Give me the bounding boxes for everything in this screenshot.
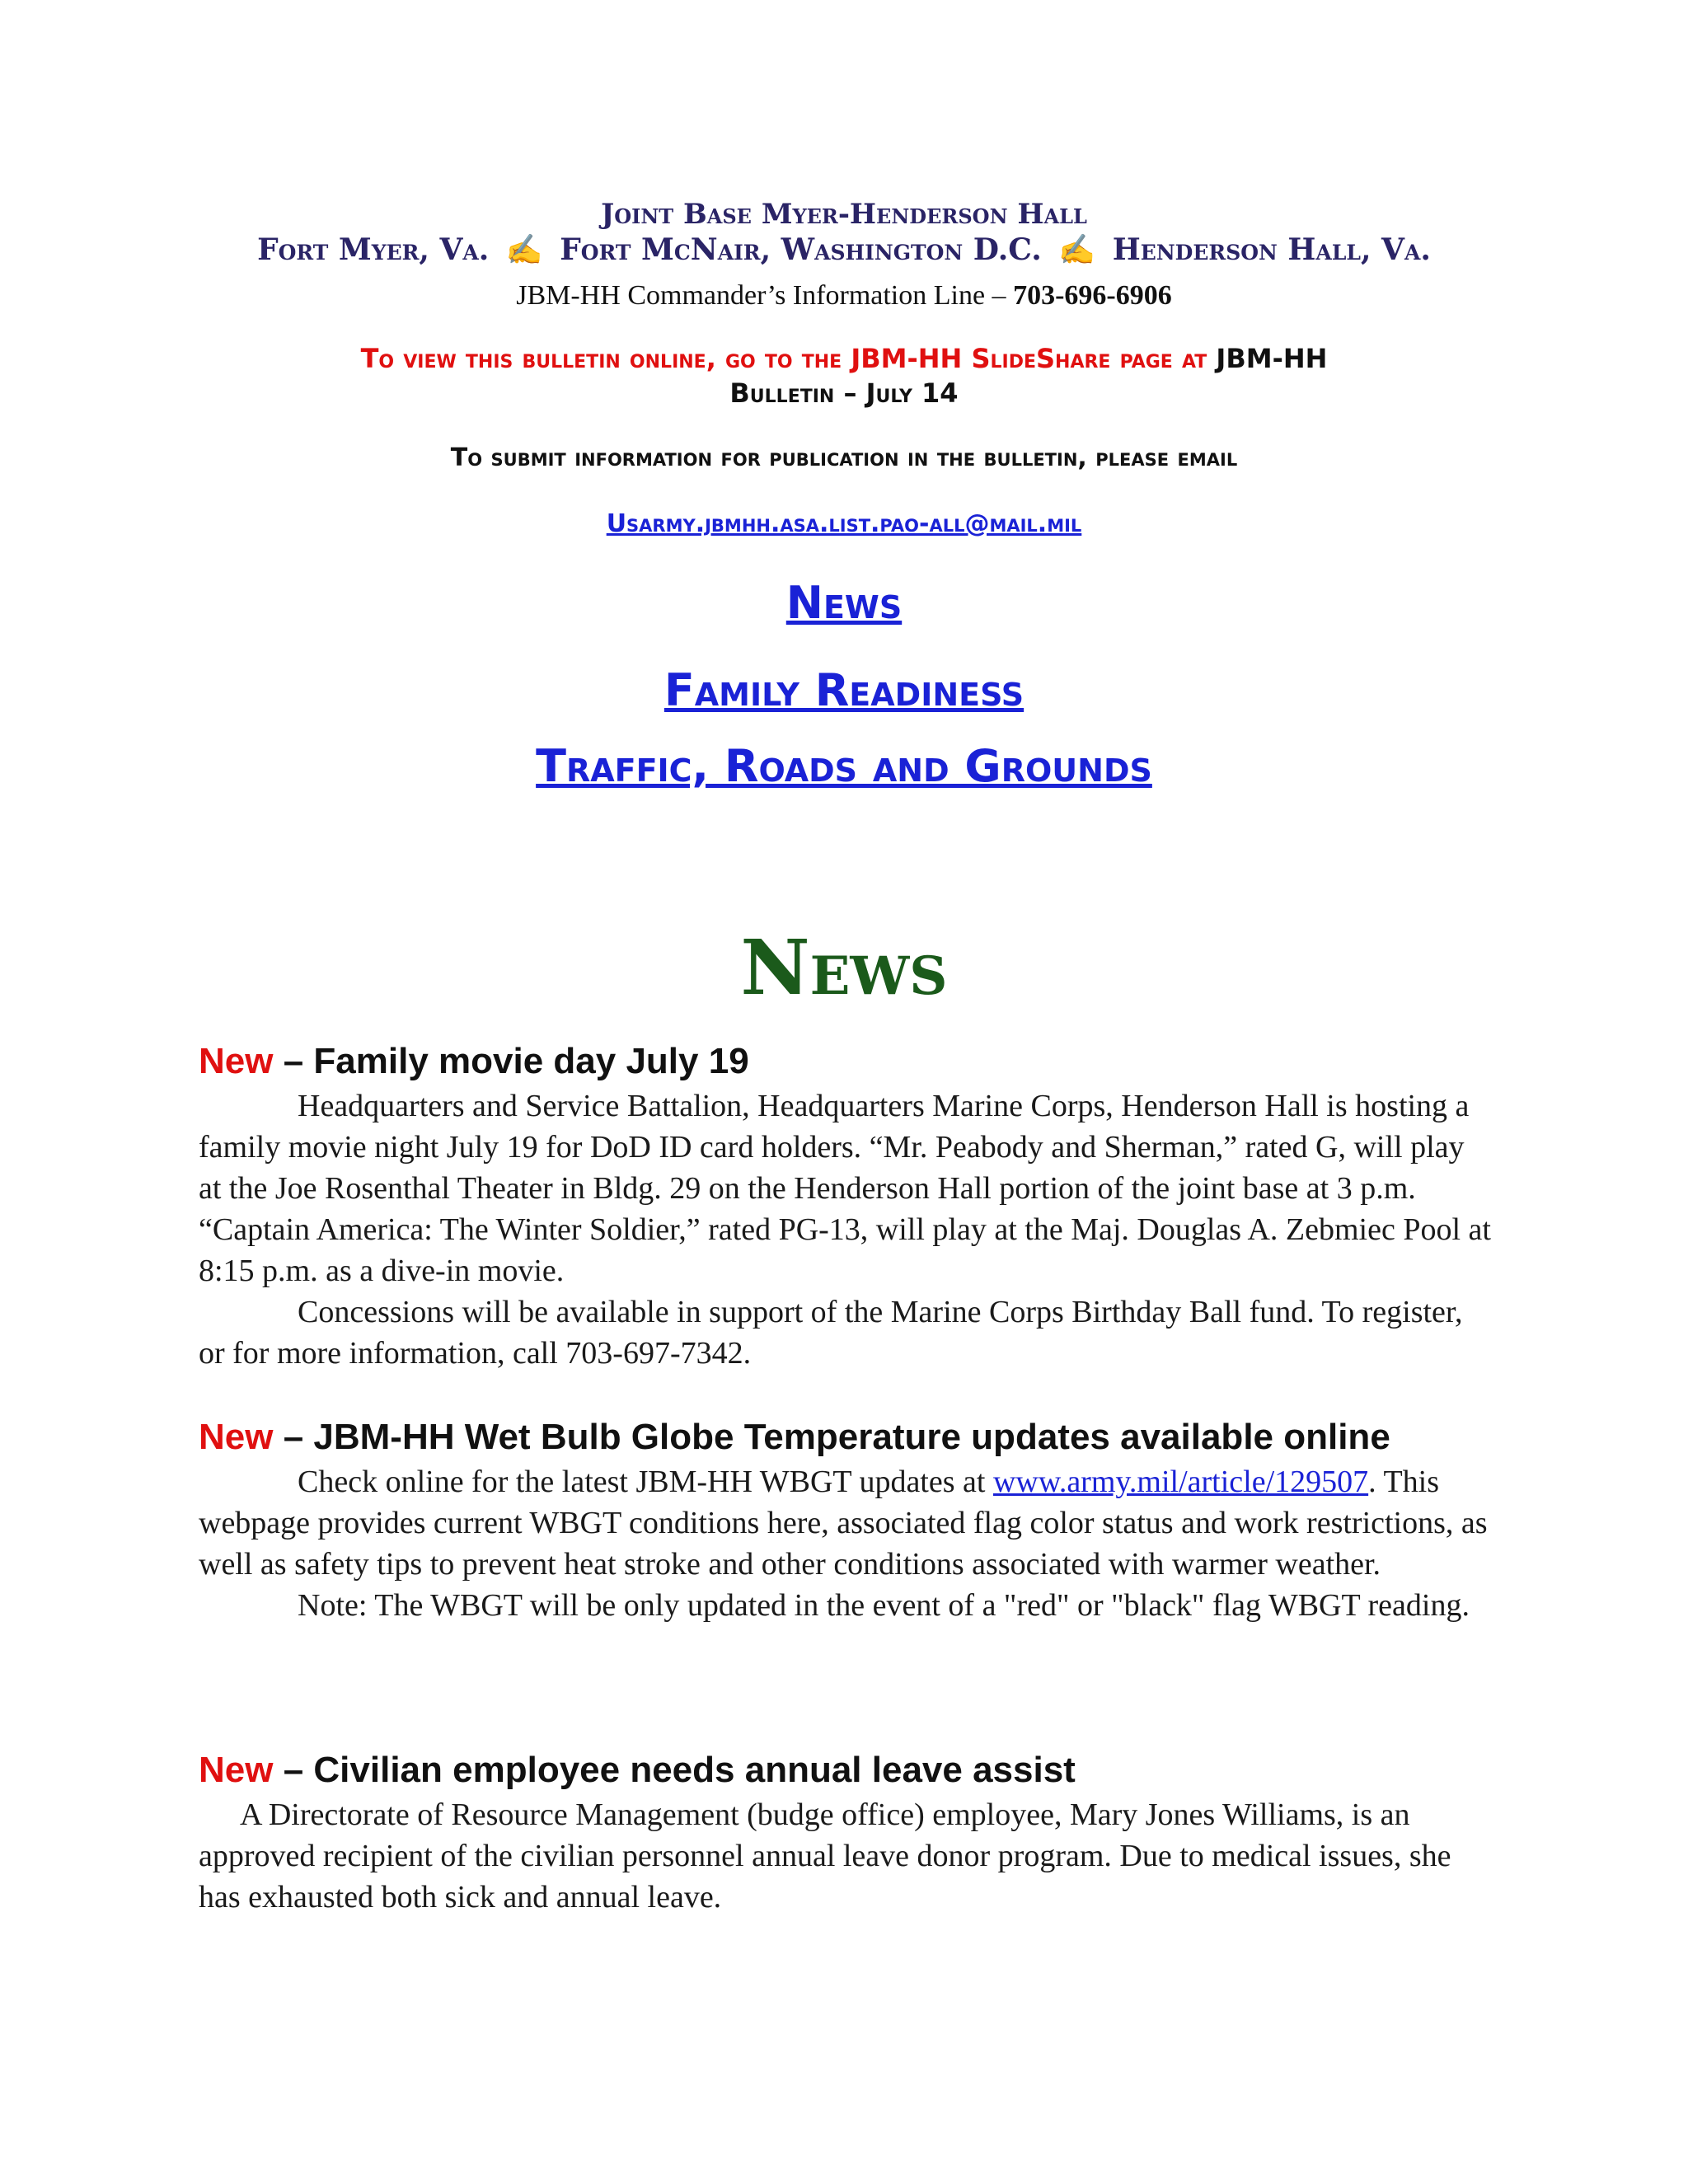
slideshare-link-part1[interactable]: JBM-HH <box>1216 343 1328 374</box>
toc-link-family-readiness[interactable]: Family Readiness <box>663 664 1025 716</box>
article-heading <box>199 1040 1493 1082</box>
article-body <box>199 1085 1493 1374</box>
article-paragraph: Concessions will be available in support of the Marine Corps Birthday Ball fund. To register, or for more information, call 703-697-7342. <box>199 1295 1463 1371</box>
new-tag: New <box>199 1041 274 1081</box>
article-body <box>199 1794 1493 1918</box>
article-title: – JBM-HH Wet Bulb Globe Temperature updates available online <box>273 1417 1390 1457</box>
online-notice <box>0 343 1688 374</box>
quill-separator-icon: ✍ <box>505 233 543 267</box>
section-title-news: News <box>740 923 948 1012</box>
article-heading <box>199 1416 1493 1458</box>
paragraph-text: Check online for the latest JBM-HH WBGT updates at <box>298 1465 993 1500</box>
info-line-phone: 703-696-6906 <box>1013 280 1172 311</box>
paragraph-text: . This webpage provides current WBGT conditions here, associated flag color status and work restrictions, as well as safety tips to prevent heat stroke and other conditions associated with warmer weather. <box>199 1465 1488 1582</box>
org-title: Joint Base Myer-Henderson Hall <box>601 198 1087 231</box>
article-paragraph: Headquarters and Service Battalion, Headquarters Marine Corps, Henderson Hall is hosting a family movie night July 19 for DoD ID card holders. “Mr. Peabody and Sherman,” rated G, will play at the Joe Rosenthal Theater in Bldg. 29 on the Henderson Hall portion of the joint base at 3 p.m. “Captain America: The Winter Soldier,” rated PG-13, will play at the Maj. Douglas A. Zebmiec Pool at 8:15 p.m. as a dive-in movie. <box>199 1089 1491 1289</box>
toc-link-traffic-roads-grounds[interactable]: Traffic, Roads and Grounds <box>536 740 1152 792</box>
article-annual-leave-assist <box>199 1749 1493 1918</box>
locations-line <box>0 232 1688 267</box>
article-title: – Family movie day July 19 <box>273 1041 749 1081</box>
article-paragraph <box>199 1461 1493 1585</box>
pao-email-link[interactable]: Usarmy.jbmhh.asa.list.pao-all@mail.mil <box>606 509 1082 538</box>
toc-link-news[interactable]: News <box>785 577 903 629</box>
article-body <box>199 1461 1493 1626</box>
article-heading <box>199 1749 1493 1791</box>
new-tag: New <box>199 1417 274 1457</box>
new-tag: New <box>199 1750 274 1790</box>
article-paragraph: Note: The WBGT will be only updated in the event of a "red" or "black" flag WBGT reading. <box>298 1588 1470 1624</box>
article-family-movie-day <box>199 1040 1493 1374</box>
online-notice-text: To view this bulletin online, go to the JBM-HH SlideShare page at <box>360 343 1217 374</box>
article-paragraph: A Directorate of Resource Management (budge office) employee, Mary Jones Williams, is an approved recipient of the civilian personnel annual leave donor program. Due to medical issues, she has exhausted both sick and annual leave. <box>199 1797 1451 1915</box>
article-wbgt-updates <box>199 1416 1493 1626</box>
info-line <box>0 280 1688 312</box>
location-fort-mcnair: Fort McNair, Washington D.C. <box>560 232 1042 267</box>
wbgt-article-link[interactable]: www.army.mil/article/129507 <box>992 1465 1369 1500</box>
slideshare-link-part2[interactable]: Bulletin – July 14 <box>729 377 959 409</box>
quill-separator-icon: ✍ <box>1058 233 1096 267</box>
submit-info: To submit information for publication in the bulletin, please email <box>450 443 1238 472</box>
location-fort-myer: Fort Myer, Va. <box>257 232 490 267</box>
location-henderson-hall: Henderson Hall, Va. <box>1112 232 1431 267</box>
info-line-label: JBM-HH Commander’s Information Line – <box>516 280 1014 311</box>
article-title: – Civilian employee needs annual leave assist <box>273 1750 1076 1790</box>
